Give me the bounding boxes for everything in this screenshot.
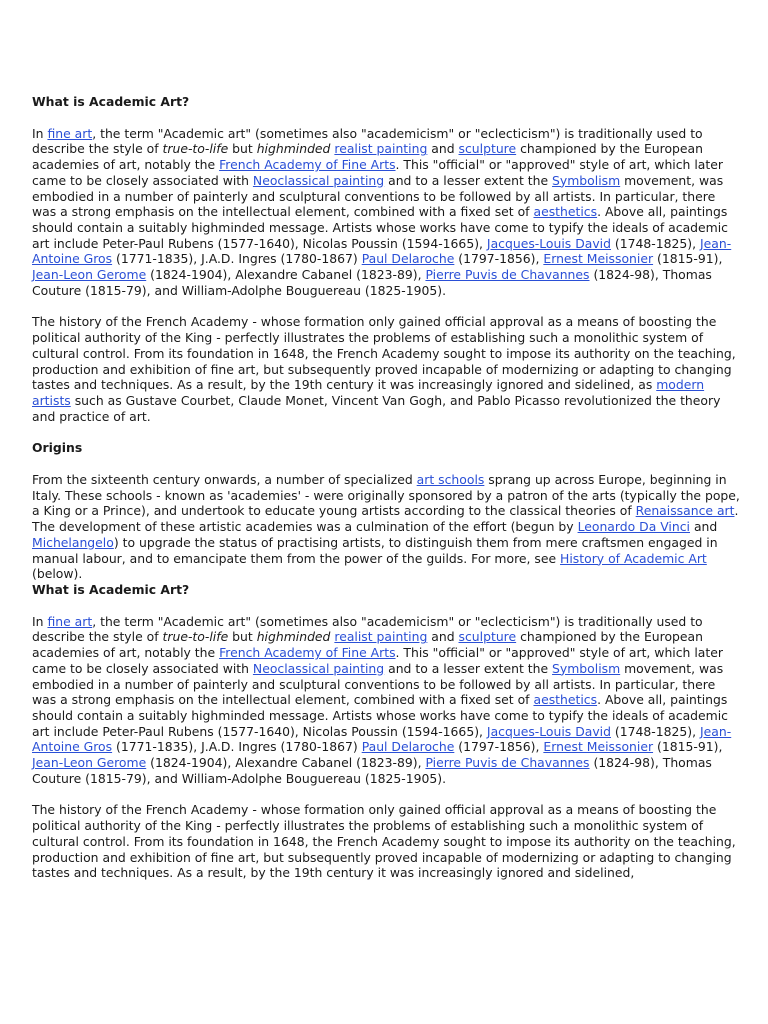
section-heading: What is Academic Art?: [32, 581, 190, 597]
text: (1824-1904), Alexandre Cabanel (1823-89),: [146, 267, 426, 283]
text: In: [32, 125, 48, 141]
link-neoclassical-painting[interactable]: Neoclassical painting: [252, 172, 385, 188]
link-aesthetics[interactable]: aesthetics: [533, 692, 598, 708]
link-sculpture[interactable]: sculpture: [458, 629, 517, 645]
text: and: [427, 629, 459, 645]
paragraph: [32, 126, 740, 299]
link-symbolism[interactable]: Symbolism: [552, 172, 621, 188]
text: (1771-1835), J.A.D. Ingres (1780-1867): [112, 251, 362, 267]
link-french-academy[interactable]: French Academy of Fine Arts: [219, 645, 396, 661]
text: , the term "Academic art" (sometimes also "academicism" or "eclecticism") is traditionally used to describe the style of: [32, 125, 703, 157]
text: championed by the European academies of art, notably the: [32, 629, 703, 661]
text: . The development of these artistic academies was a culmination of the effort (begun by: [32, 503, 739, 535]
paragraph: [32, 802, 740, 881]
link-jacques-louis-david[interactable]: Jacques-Louis David: [486, 235, 611, 251]
link-realist-painting[interactable]: realist painting: [334, 629, 428, 645]
text: movement, was embodied in a number of painterly and sculptural conventions to be followed by all artists. In particular, there was a strong emphasis on the intellectual element, combined with a fixed set of: [32, 172, 724, 220]
text: In: [32, 613, 48, 629]
link-michelangelo[interactable]: Michelangelo: [32, 534, 114, 550]
text: ) to upgrade the status of practising artists, to distinguish them from mere craftsmen engaged in manual labour, and to emancipate them from the power of the guilds. For more, see: [32, 534, 718, 566]
text: . Above all, paintings should contain a suitably highminded message. Artists whose works have come to typify the ideals of academic art include Peter-Paul Rubens (1577-1640), Nicolas Poussin (1594-1665),: [32, 204, 728, 251]
text: (1815-91),: [653, 739, 723, 755]
paragraph: [32, 614, 740, 787]
text: and to a lesser extent the: [384, 172, 553, 188]
link-renaissance-art[interactable]: Renaissance art: [635, 503, 735, 519]
link-leonardo-da-vinci[interactable]: Leonardo Da Vinci: [577, 519, 690, 535]
link-puvis-de-chavannes[interactable]: Pierre Puvis de Chavannes: [425, 755, 590, 771]
text: and to a lesser extent the: [384, 660, 553, 676]
link-aesthetics[interactable]: aesthetics: [533, 204, 598, 220]
text: sprang up across Europe, beginning in Italy. These schools - known as 'academies' - were originally sponsored by a patron of the arts (typically the pope, a King or a Prince), and undertook to educate young artists according to the classical theories of: [32, 472, 740, 519]
text: (1771-1835), J.A.D. Ingres (1780-1867): [112, 739, 362, 755]
link-history-academic-art[interactable]: History of Academic Art: [560, 550, 707, 566]
link-fine-art[interactable]: fine art: [47, 125, 93, 141]
text: From the sixteenth century onwards, a number of specialized: [32, 472, 417, 488]
link-ernest-meissonier[interactable]: Ernest Meissonier: [543, 739, 654, 755]
text: The history of the French Academy - whose formation only gained official approval as a means of boosting the political authority of the King - perfectly illustrates the problems of establishing such a monolithic system of cultural control. From its foundation in 1648, the French Academy sought to impose its authority on the teaching, production and exhibition of fine art, but subsequently proved incapable of modernizing or adapting to changing tastes and techniques. As a result, by the 19th century it was increasingly ignored and sidelined,: [32, 802, 736, 881]
emphasis: highminded: [256, 629, 331, 645]
link-paul-delaroche[interactable]: Paul Delaroche: [361, 251, 455, 267]
text: and: [427, 141, 459, 157]
text: but: [228, 141, 257, 157]
paragraph: [32, 314, 740, 424]
link-puvis-de-chavannes[interactable]: Pierre Puvis de Chavannes: [425, 267, 590, 283]
link-fine-art[interactable]: fine art: [47, 613, 93, 629]
text: . Above all, paintings should contain a suitably highminded message. Artists whose works have come to typify the ideals of academic art include Peter-Paul Rubens (1577-1640), Nicolas Poussin (1594-1665),: [32, 692, 728, 739]
text: (1748-1825),: [610, 235, 701, 251]
text: (1797-1856),: [454, 251, 544, 267]
link-modern-artists[interactable]: modern artists: [32, 377, 705, 408]
link-neoclassical-painting[interactable]: Neoclassical painting: [252, 660, 385, 676]
text: The history of the French Academy - whose formation only gained official approval as a means of boosting the political authority of the King - perfectly illustrates the problems of establishing such a monolithic system of cultural control. From its foundation in 1648, the French Academy sought to impose its authority on the teaching, production and exhibition of fine art, but subsequently proved incapable of modernizing or adapting to changing tastes and techniques. As a result, by the 19th century it was increasingly ignored and sidelined, as: [32, 314, 736, 393]
text: (1748-1825),: [610, 723, 701, 739]
emphasis: true-to-life: [162, 141, 229, 157]
link-art-schools[interactable]: art schools: [416, 472, 485, 488]
text: (1815-91),: [653, 251, 723, 267]
document-page: [32, 94, 740, 881]
section-heading: What is Academic Art?: [32, 94, 190, 109]
text: but: [228, 629, 257, 645]
emphasis: highminded: [256, 141, 331, 157]
link-jean-antoine-gros[interactable]: Jean-Antoine Gros: [32, 723, 732, 755]
emphasis: true-to-life: [162, 629, 229, 645]
link-french-academy[interactable]: French Academy of Fine Arts: [219, 157, 396, 173]
link-sculpture[interactable]: sculpture: [458, 141, 517, 157]
link-jean-antoine-gros[interactable]: Jean-Antoine Gros: [32, 235, 732, 267]
link-ernest-meissonier[interactable]: Ernest Meissonier: [543, 251, 654, 267]
link-symbolism[interactable]: Symbolism: [552, 660, 621, 676]
text: movement, was embodied in a number of painterly and sculptural conventions to be followed by all artists. In particular, there was a strong emphasis on the intellectual element, combined with a fixed set of: [32, 660, 724, 708]
link-jean-leon-gerome[interactable]: Jean-Leon Gerome: [32, 755, 147, 771]
text: , the term "Academic art" (sometimes also "academicism" or "eclecticism") is traditionally used to describe the style of: [32, 613, 703, 645]
text: such as Gustave Courbet, Claude Monet, Vincent Van Gogh, and Pablo Picasso revolutionized the theory and practice of art.: [32, 392, 721, 424]
section-heading: Origins: [32, 440, 83, 456]
paragraph: [32, 472, 740, 582]
text: (below).: [32, 566, 83, 582]
text: (1824-98), Thomas Couture (1815-79), and William-Adolphe Bouguereau (1825-1905).: [32, 755, 712, 786]
link-jacques-louis-david[interactable]: Jacques-Louis David: [486, 723, 611, 739]
text: and: [690, 519, 718, 535]
link-jean-leon-gerome[interactable]: Jean-Leon Gerome: [32, 267, 147, 283]
text: . This "official" or "approved" style of art, which later came to be closely associated with: [32, 157, 723, 188]
text: (1797-1856),: [454, 739, 544, 755]
link-realist-painting[interactable]: realist painting: [334, 141, 428, 157]
text: (1824-98), Thomas Couture (1815-79), and William-Adolphe Bouguereau (1825-1905).: [32, 267, 712, 298]
text: (1824-1904), Alexandre Cabanel (1823-89),: [146, 755, 426, 771]
text: championed by the European academies of art, notably the: [32, 141, 703, 173]
link-paul-delaroche[interactable]: Paul Delaroche: [361, 739, 455, 755]
text: . This "official" or "approved" style of art, which later came to be closely associated with: [32, 645, 723, 676]
